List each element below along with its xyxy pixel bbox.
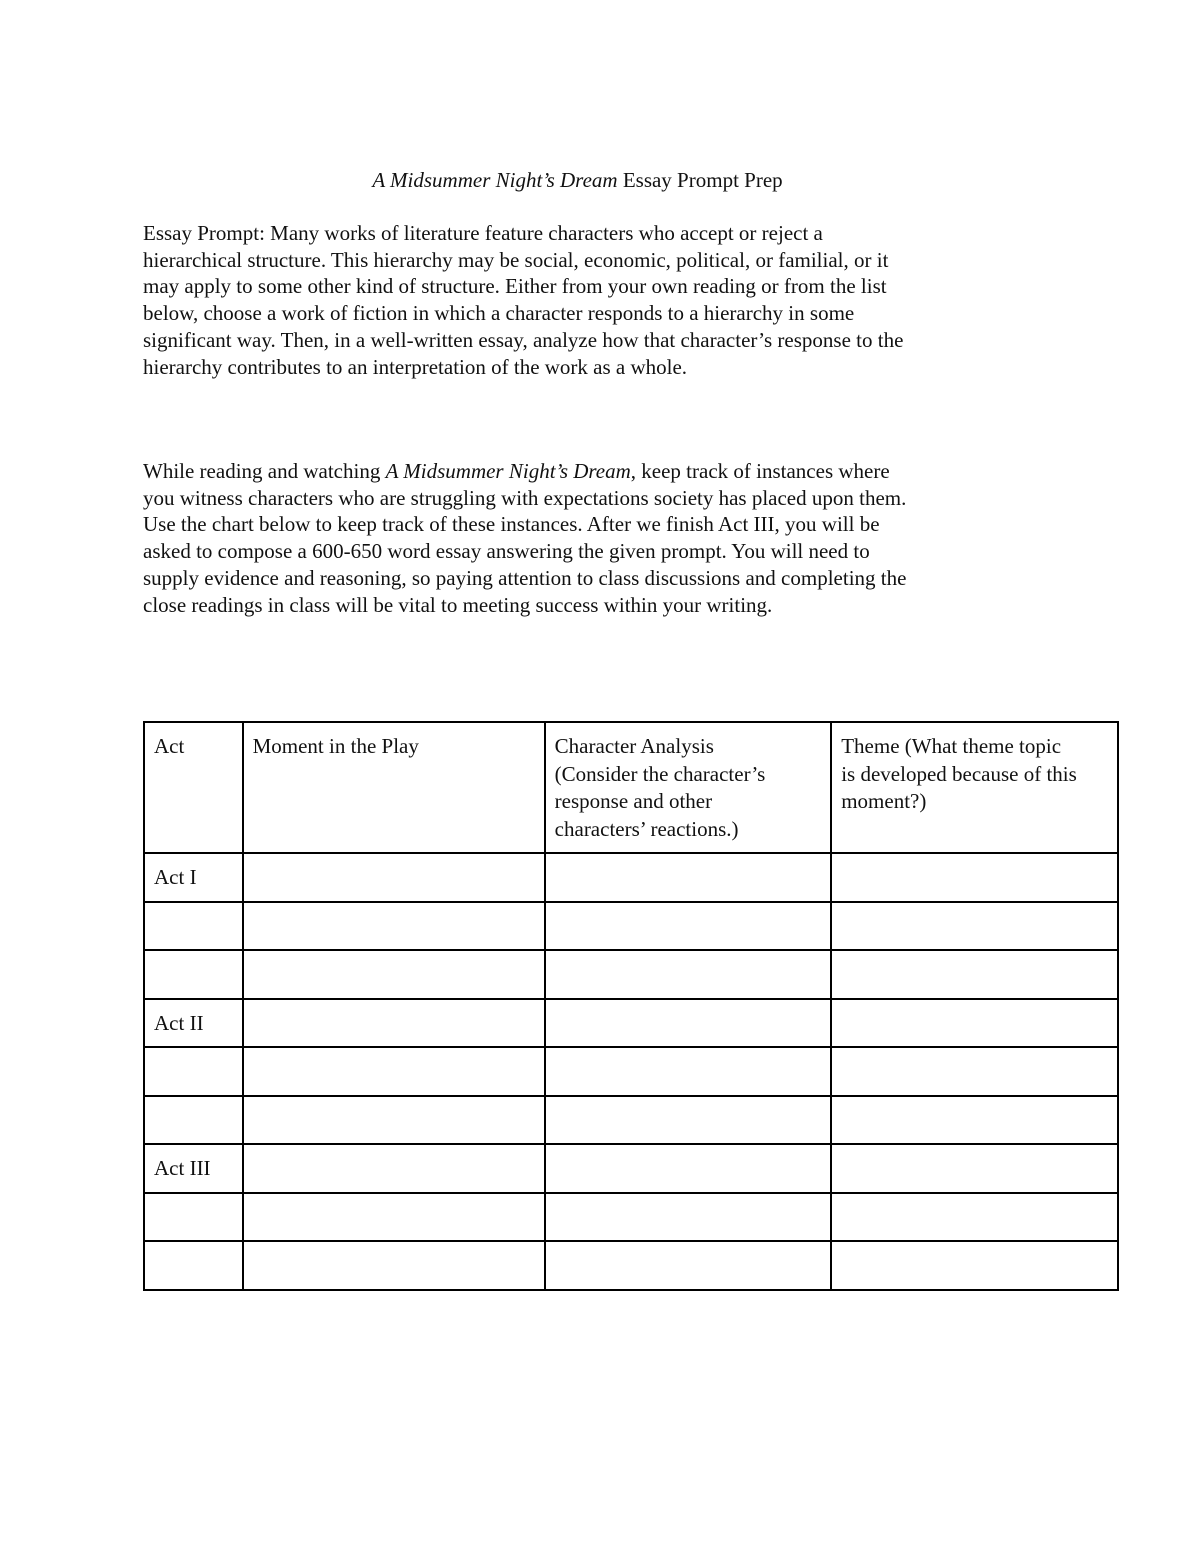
header-theme-line: is developed because of this — [841, 761, 1077, 786]
prompt-line: Essay Prompt: Many works of literature feature characters who accept or reject a — [143, 221, 823, 245]
moment-cell[interactable] — [243, 950, 545, 999]
character-analysis-cell[interactable] — [545, 999, 832, 1048]
act-cell — [144, 1096, 243, 1145]
instructions-line: you witness characters who are struggling with expectations society has placed upon them. — [143, 485, 907, 510]
header-character-line: Character Analysis — [554, 734, 714, 758]
moment-cell[interactable] — [243, 853, 545, 902]
theme-cell[interactable] — [831, 1096, 1118, 1145]
instructions-line: supply evidence and reasoning, so paying attention to class discussions and completing the — [143, 565, 907, 590]
instructions-paragraph — [143, 458, 1023, 618]
act-cell — [144, 902, 243, 951]
prompt-line: may apply to some other kind of structure. Either from your own reading or from the list — [143, 274, 887, 299]
act-cell: Act I — [144, 853, 243, 902]
moment-cell[interactable] — [243, 999, 545, 1048]
act-cell — [144, 1193, 243, 1242]
table-row — [144, 950, 1118, 999]
table-row — [144, 1144, 1118, 1193]
instructions-suffix: , keep track of instances where — [630, 459, 890, 483]
header-character-analysis — [545, 722, 832, 853]
character-analysis-cell[interactable] — [545, 950, 832, 999]
instructions-play-name: A Midsummer Night’s Dream — [385, 459, 631, 483]
character-analysis-cell[interactable] — [545, 902, 832, 951]
theme-cell[interactable] — [831, 950, 1118, 999]
table-row — [144, 902, 1118, 951]
moment-cell[interactable] — [243, 1096, 545, 1145]
character-analysis-cell[interactable] — [545, 1241, 832, 1290]
act-cell — [144, 1241, 243, 1290]
header-character-line: characters’ reactions.) — [554, 816, 739, 841]
act-cell — [144, 950, 243, 999]
moment-cell[interactable] — [243, 1047, 545, 1096]
theme-cell[interactable] — [831, 902, 1118, 951]
prompt-line: hierarchy contributes to an interpretation of the work as a whole. — [143, 354, 688, 379]
table-row — [144, 999, 1118, 1048]
table-row — [144, 1193, 1118, 1242]
prompt-line: below, choose a work of fiction in which a character responds to a hierarchy in some — [143, 301, 855, 326]
act-cell: Act II — [144, 999, 243, 1048]
title-play-name: A Midsummer Night’s Dream — [372, 168, 618, 192]
title-rest: Essay Prompt Prep — [617, 168, 783, 192]
header-moment-text: Moment in the Play — [252, 734, 419, 758]
instructions-line: close readings in class will be vital to meeting success within your writing. — [143, 592, 773, 617]
theme-cell[interactable] — [831, 1047, 1118, 1096]
table-row — [144, 1047, 1118, 1096]
character-analysis-cell[interactable] — [545, 1047, 832, 1096]
header-act-text: Act — [154, 734, 185, 758]
header-theme-line: Theme (What theme topic — [841, 734, 1062, 758]
prompt-line: significant way. Then, in a well-written essay, analyze how that character’s response to the — [143, 327, 904, 352]
instructions-line: asked to compose a 600-650 word essay answering the given prompt. You will need to — [143, 539, 870, 564]
instructions-line: Use the chart below to keep track of these instances. After we finish Act III, you will be — [143, 512, 880, 537]
moment-cell[interactable] — [243, 902, 545, 951]
act-cell — [144, 1047, 243, 1096]
document-title — [0, 166, 1155, 194]
header-character-line: response and other — [554, 789, 713, 813]
header-character-line: (Consider the character’s — [554, 761, 766, 786]
header-theme — [831, 722, 1118, 853]
table-row — [144, 1096, 1118, 1145]
theme-cell[interactable] — [831, 1193, 1118, 1242]
theme-cell[interactable] — [831, 1144, 1118, 1193]
character-analysis-cell[interactable] — [545, 1193, 832, 1242]
theme-cell[interactable] — [831, 1241, 1118, 1290]
act-cell: Act III — [144, 1144, 243, 1193]
header-moment — [243, 722, 545, 853]
essay-prompt — [143, 220, 1023, 380]
character-analysis-cell[interactable] — [545, 853, 832, 902]
chart-header-row — [144, 722, 1118, 853]
prompt-line: hierarchical structure. This hierarchy may be social, economic, political, or familial, or it — [143, 247, 889, 272]
header-act — [144, 722, 243, 853]
tracking-chart — [143, 721, 1119, 1291]
character-analysis-cell[interactable] — [545, 1096, 832, 1145]
moment-cell[interactable] — [243, 1144, 545, 1193]
moment-cell[interactable] — [243, 1241, 545, 1290]
header-theme-line: moment?) — [841, 789, 927, 813]
moment-cell[interactable] — [243, 1193, 545, 1242]
instructions-first-line — [143, 458, 1023, 485]
table-row — [144, 1241, 1118, 1290]
theme-cell[interactable] — [831, 853, 1118, 902]
instructions-prefix: While reading and watching — [143, 459, 386, 483]
character-analysis-cell[interactable] — [545, 1144, 832, 1193]
table-row — [144, 853, 1118, 902]
theme-cell[interactable] — [831, 999, 1118, 1048]
